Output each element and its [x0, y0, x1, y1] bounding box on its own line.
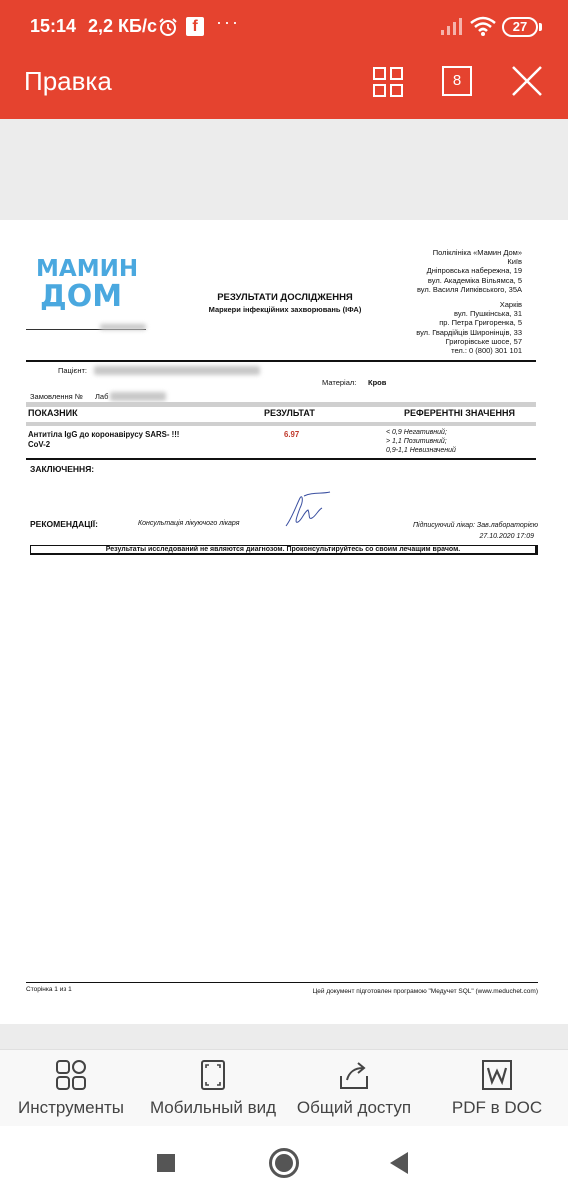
- recommendations-label: РЕКОМЕНДАЦІЇ:: [30, 519, 98, 529]
- pdf-to-doc-label: PDF в DOC: [451, 1098, 543, 1117]
- battery-icon: 27: [502, 17, 538, 37]
- grid-view-icon[interactable]: [372, 66, 404, 98]
- order-label: Замовлення №: [30, 392, 83, 401]
- clinic-line: Поліклініка «Мамин Дом»: [432, 248, 522, 257]
- word-icon: [480, 1058, 514, 1092]
- column-header-indicator: ПОКАЗНИК: [28, 408, 78, 418]
- indicator-name: Антитіла IgG до коронавірусу SARS-: [28, 430, 170, 439]
- clinic-line: Дніпровська набережна, 19: [426, 266, 522, 276]
- divider: [26, 360, 536, 362]
- reference-values: [386, 428, 456, 455]
- alarm-icon: [158, 17, 178, 37]
- clinic-line: вул. Гвардійців Широнінців, 33: [416, 327, 522, 337]
- document-title: РЕЗУЛЬТАТИ ДОСЛІДЖЕННЯ: [217, 292, 353, 303]
- material-label: Матеріал:: [322, 378, 357, 387]
- back-button[interactable]: [390, 1152, 408, 1174]
- status-bar: [0, 0, 568, 56]
- clinic-line: Київ: [507, 257, 522, 267]
- signature: [282, 490, 334, 532]
- reference-line: < 0,9 Негативний;: [386, 429, 447, 436]
- wifi-icon: [470, 15, 496, 37]
- logo-line2: ДОМ: [40, 279, 123, 310]
- clinic-line: вул. Василя Липківського, 35А: [416, 284, 522, 294]
- patient-label: Пацієнт:: [58, 366, 88, 375]
- column-header-reference: РЕФЕРЕНТНІ ЗНАЧЕННЯ: [404, 408, 515, 418]
- recents-button[interactable]: [157, 1154, 175, 1172]
- clinic-logo: [34, 250, 144, 310]
- home-button[interactable]: [269, 1148, 299, 1178]
- clinic-line: Григорівське шосе, 57: [445, 336, 522, 346]
- battery-tip: [539, 23, 542, 31]
- mobile-view-button[interactable]: [143, 1058, 283, 1118]
- column-header-result: РЕЗУЛЬТАТ: [264, 408, 315, 418]
- logo-line1: МАМИН: [36, 256, 139, 282]
- clinic-line: пр. Петра Григоренка, 5: [439, 318, 522, 328]
- indicator-name-cont: CoV-2: [28, 440, 51, 449]
- status-time: 15:14: [30, 16, 77, 36]
- reference-line: > 1,1 Позитивний;: [386, 438, 447, 445]
- clinic-line: вул. Академіка Вільямса, 5: [427, 275, 522, 285]
- order-prefix: Лаб: [95, 392, 109, 401]
- signer-text: Підписуючий лікар: Зав.лабораторією: [412, 522, 538, 529]
- share-button[interactable]: [284, 1058, 424, 1118]
- close-icon[interactable]: [510, 64, 544, 98]
- app-header: [0, 0, 568, 119]
- clinic-line: тел.: 0 (800) 301 101: [451, 346, 522, 356]
- result-flag: !!!: [171, 430, 180, 439]
- clinic-line: вул. Пушкінська, 31: [454, 309, 522, 319]
- facebook-icon: f: [186, 17, 204, 36]
- status-speed: 2,2 КБ/с: [88, 16, 157, 36]
- page-footer-left: Сторінка 1 из 1: [26, 986, 72, 993]
- system-nav-bar: [0, 1126, 568, 1200]
- share-label: Общий доступ: [296, 1098, 412, 1117]
- document-subtitle: Маркери інфекційних захворювань (ІФА): [208, 305, 362, 314]
- result-value: 6.97: [284, 430, 300, 439]
- clinic-line: Харків: [499, 300, 522, 310]
- table-row-indicator: [28, 430, 179, 450]
- page-footer-right: Цей документ підготовлен програмою "Медучет SQL" (www.meduchet.com): [312, 988, 538, 995]
- divider: [26, 422, 536, 426]
- pdf-to-doc-button[interactable]: [427, 1058, 567, 1118]
- mobile-view-label: Мобильный вид: [149, 1098, 277, 1117]
- divider: [26, 402, 536, 407]
- pages-count-button[interactable]: 8: [442, 66, 472, 96]
- page-title: Правка: [24, 66, 112, 96]
- material-value: Кров: [368, 378, 387, 387]
- redacted-order-number: [110, 392, 166, 401]
- bottom-toolbar: [0, 1049, 568, 1126]
- redacted-patient-name: [94, 366, 260, 375]
- tools-button[interactable]: [1, 1058, 141, 1118]
- document-content: [0, 220, 568, 1024]
- more-notifications-icon: ···: [216, 12, 240, 32]
- reference-line: 0,9-1,1 Невизначений: [386, 447, 456, 454]
- pdf-page[interactable]: [0, 220, 568, 1024]
- divider: [26, 982, 538, 983]
- signal-icon: [440, 16, 464, 36]
- disclaimer-notice: Результаты исследований не являются диагнозом. Проконсультируйтесь со своим лечащим врачом.: [30, 545, 538, 555]
- result-datetime: 27.10.2020 17:09: [479, 533, 534, 540]
- conclusion-label: ЗАКЛЮЧЕННЯ:: [30, 464, 95, 474]
- table-header: [26, 408, 536, 421]
- recommendation-text: Консультація лікуючого лікаря: [138, 520, 240, 527]
- clinic-address: [416, 248, 522, 355]
- tools-label: Инструменты: [17, 1098, 124, 1117]
- share-icon: [337, 1058, 371, 1092]
- divider: [26, 458, 536, 460]
- fullscreen-icon: [196, 1058, 230, 1092]
- tools-icon: [54, 1058, 88, 1092]
- redacted-text: [100, 324, 146, 330]
